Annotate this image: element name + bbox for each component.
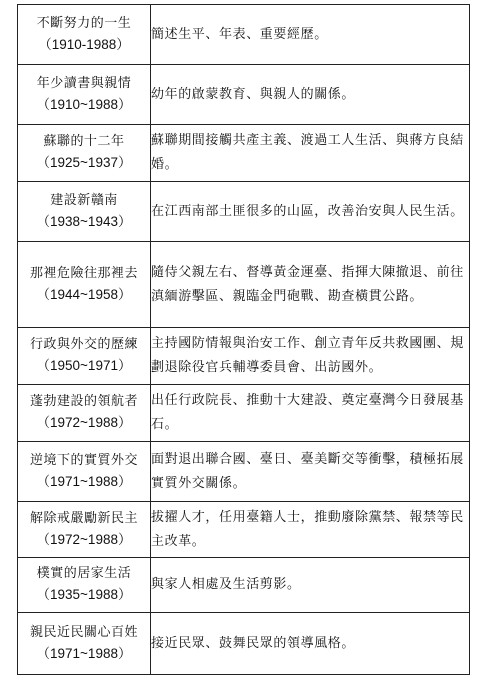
section-topic-cell <box>18 385 151 442</box>
section-title: 行政與外交的歷練 <box>29 337 138 352</box>
section-description: 隨侍父親左右、督導黃金運臺、指揮大陳撤退、前往滇緬游擊區、親臨金門砲戰、勘查橫貫公路。 <box>151 242 470 328</box>
section-topic-cell <box>18 502 151 558</box>
section-topic-cell <box>18 65 151 125</box>
section-title: 那裡危險往那裡去 <box>29 265 138 281</box>
section-description: 接近民眾、鼓舞民眾的領導風格。 <box>151 613 470 675</box>
section-title: 逆境下的實質外交 <box>29 452 138 468</box>
section-title: 蘇聯的十二年 <box>43 134 125 149</box>
section-topic-cell <box>18 558 151 613</box>
section-topic-cell <box>18 328 151 385</box>
section-description: 幼年的啟蒙教育、與親人的關係。 <box>151 65 470 125</box>
table-row <box>18 613 470 675</box>
table-row <box>18 442 470 502</box>
section-years: （1971~1988） <box>36 645 132 661</box>
table-row <box>18 5 470 65</box>
section-title: 蓬勃建設的領航者 <box>29 394 138 409</box>
section-title: 建設新贛南 <box>50 192 118 208</box>
section-years: （1972~1988） <box>36 531 132 547</box>
section-description: 簡述生平、年表、重要經歷。 <box>151 5 470 65</box>
section-title: 不斷努力的一生 <box>36 15 132 31</box>
section-years: （1910-1988） <box>38 36 130 52</box>
section-years: （1971~1988） <box>36 473 132 489</box>
table-row <box>18 558 470 613</box>
section-description: 與家人相處及生活剪影。 <box>151 558 470 613</box>
section-topic-cell <box>18 182 151 242</box>
table-row <box>18 242 470 328</box>
exhibit-section-table <box>17 4 470 675</box>
section-description: 出任行政院長、推動十大建設、奠定臺灣今日發展基石。 <box>151 385 470 442</box>
table-row <box>18 65 470 125</box>
section-title: 解除戒嚴勵新民主 <box>29 510 138 526</box>
section-description: 在江西南部土匪很多的山區，改善治安與人民生活。 <box>151 182 470 242</box>
section-years: （1950~1971） <box>36 358 132 373</box>
section-topic-cell <box>18 242 151 328</box>
section-topic-cell <box>18 5 151 65</box>
section-title: 親民近民關心百姓 <box>29 624 138 640</box>
section-years: （1935~1988） <box>36 587 132 602</box>
section-years: （1938~1943） <box>36 213 132 229</box>
section-years: （1910~1988） <box>36 96 132 112</box>
section-title: 樸實的居家生活 <box>36 566 132 581</box>
section-description: 主持國防情報與治安工作、創立青年反共救國團、規劃退除役官兵輔導委員會、出訪國外。 <box>151 328 470 385</box>
table-row <box>18 328 470 385</box>
table-row <box>18 125 470 182</box>
table-row <box>18 385 470 442</box>
table-row <box>18 182 470 242</box>
section-years: （1972~1988） <box>36 415 132 430</box>
section-title: 年少讀書與親情 <box>36 75 132 91</box>
section-topic-cell <box>18 613 151 675</box>
section-years: （1925~1937） <box>36 155 132 170</box>
table-row <box>18 502 470 558</box>
section-years: （1944~1958） <box>36 286 132 302</box>
section-topic-cell <box>18 125 151 182</box>
section-description: 面對退出聯合國、臺日、臺美斷交等衝擊，積極拓展實質外交關係。 <box>151 442 470 502</box>
section-description: 拔擢人才，任用臺籍人士，推動廢除黨禁、報禁等民主改革。 <box>151 502 470 558</box>
section-topic-cell <box>18 442 151 502</box>
section-description: 蘇聯期間接觸共產主義、渡過工人生活、與蔣方良結婚。 <box>151 125 470 182</box>
